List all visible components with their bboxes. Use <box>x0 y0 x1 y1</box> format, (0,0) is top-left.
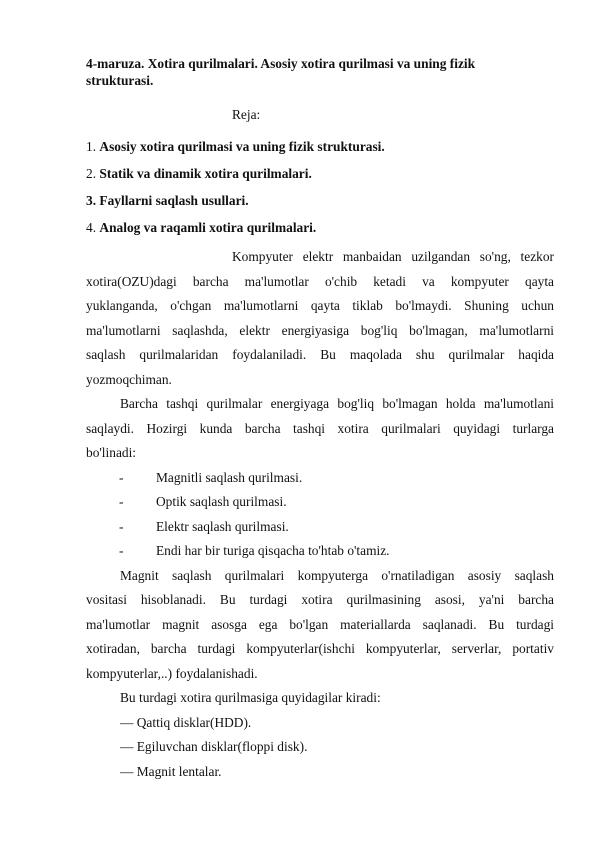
paragraph-3-line: ma'lumotlar magnit asosga ega bo'lgan materiallarda saqlanadi. Bu turdagi <box>86 617 554 632</box>
paragraph-4: Bu turdagi xotira qurilmasiga quyidagilar kiradi: <box>120 690 381 705</box>
list-item-text: Magnitli saqlash qurilmasi. <box>156 470 303 485</box>
lecture-title-line-2: strukturasi. <box>86 73 154 88</box>
list-item: — Qattiq disklar(HDD). <box>120 715 252 730</box>
paragraph-2-line: saqlaydi. Hozirgi kunda barcha tashqi xotira qurilmalari quyidagi turlarga <box>86 421 554 436</box>
plan-item-1 <box>86 139 554 155</box>
paragraph-3-line: kompyuterlar,..) foydalanishadi. <box>86 666 258 681</box>
paragraph-2-line: Barcha tashqi qurilmalar energiyaga bog'liq bo'lmagan holda ma'lumotlani <box>120 396 554 411</box>
paragraph-3-line: xotiradan, barcha turdagi kompyuterlar(ishchi kompyuterlar, serverlar, portativ <box>86 641 554 656</box>
list-item: — Magnit lentalar. <box>120 764 222 779</box>
plan-item-text: Analog va raqamli xotira qurilmalari. <box>99 220 317 235</box>
paragraph-3-line: vositasi hisoblanadi. Bu turdagi xotira qurilmasining asosi, ya'ni barcha <box>86 592 554 607</box>
dash-bullet: - <box>119 494 124 509</box>
paragraph-1-line: saqlash qurilmalaridan foydalaniladi. Bu maqolada shu qurilmalar haqida <box>86 347 554 362</box>
list-item-text: Optik saqlash qurilmasi. <box>156 494 287 509</box>
plan-item-number: 1. <box>86 139 97 154</box>
plan-item-text: Asosiy xotira qurilmasi va uning fizik strukturasi. <box>99 139 385 154</box>
paragraph-1-line: Kompyuter elektr manbaidan uzilgandan so'ng, tezkor <box>232 249 554 264</box>
plan-item-number: 3. <box>86 193 97 208</box>
paragraph-1-line: xotira(OZU)dagi barcha ma'lumotlar o'chib ketadi va kompyuter qayta <box>86 274 554 289</box>
plan-item-number: 4. <box>86 220 97 235</box>
plan-item-text: Statik va dinamik xotira qurilmalari. <box>99 166 312 181</box>
plan-item-number: 2. <box>86 166 97 181</box>
plan-item-3 <box>86 193 554 209</box>
plan-heading: Reja: <box>232 107 261 122</box>
paragraph-2-line: bo'linadi: <box>86 445 137 460</box>
dash-bullet: - <box>119 470 124 485</box>
paragraph-1-line: yozmoqchiman. <box>86 372 172 387</box>
plan-item-text: Fayllarni saqlash usullari. <box>99 193 249 208</box>
list-item-text: Elektr saqlash qurilmasi. <box>156 519 289 534</box>
plan-item-4 <box>86 220 554 236</box>
paragraph-1-line: yuklanganda, o'chgan ma'lumotlarni qayta tiklab bo'lmaydi. Shuning uchun <box>86 298 554 313</box>
list-item: — Egiluvchan disklar(floppi disk). <box>120 739 308 754</box>
dash-bullet: - <box>119 543 124 558</box>
lecture-title-line-1: 4-maruza. Xotira qurilmalari. Asosiy xotira qurilmasi va uning fizik <box>86 56 476 71</box>
plan-item-2 <box>86 166 554 182</box>
list-item-text: Endi har bir turiga qisqacha to'htab o'tamiz. <box>156 543 390 558</box>
dash-bullet: - <box>119 519 124 534</box>
paragraph-1-line: ma'lumotlarni saqlashda, elektr energiyasiga bog'liq bo'lmagan, ma'lumotlarni <box>86 323 554 338</box>
paragraph-3-line: Magnit saqlash qurilmalari kompyuterga o'rnatiladigan asosiy saqlash <box>120 568 554 583</box>
